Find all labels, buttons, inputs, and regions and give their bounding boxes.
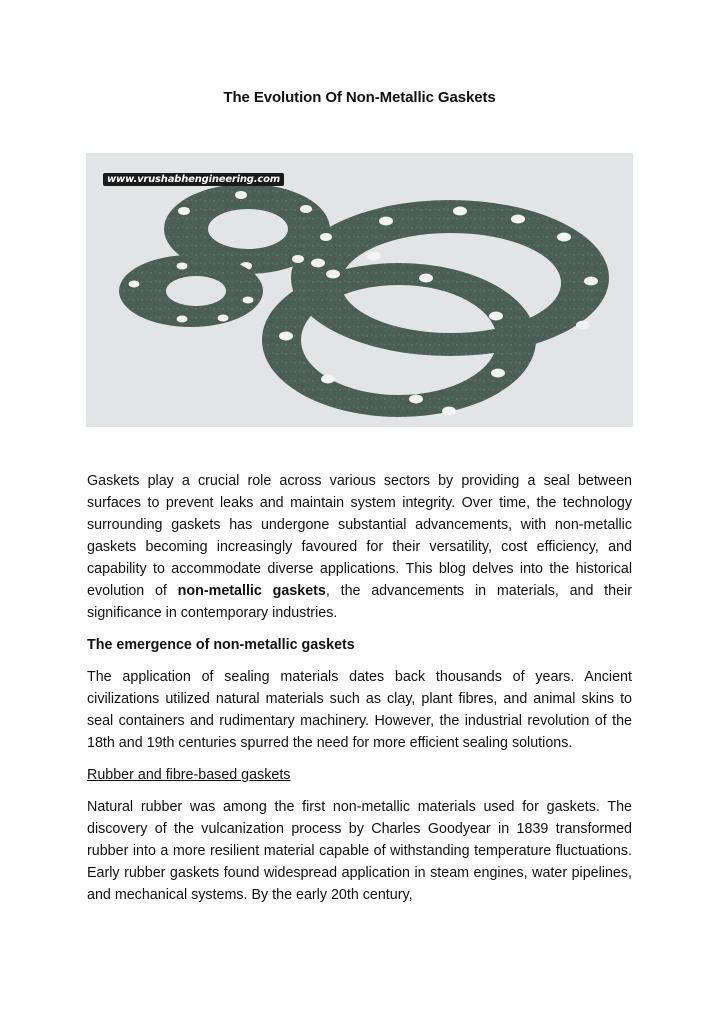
section-heading-rubber: Rubber and fibre-based gaskets — [87, 767, 291, 783]
document-title: The Evolution Of Non-Metallic Gaskets — [223, 89, 496, 106]
article-body — [87, 470, 632, 916]
section-heading-emergence: The emergence of non-metallic gaskets — [87, 637, 355, 653]
small-gasket — [119, 255, 263, 327]
intro-paragraph — [87, 470, 632, 624]
intro-text-start: Gaskets play a crucial role across various sectors by providing a seal between surfaces to prevent leaks and maintain system integrity. Over time, the technology surrounding gaskets has undergone substantial advancements, with non-metallic gaskets becoming increasingly favoured for their versatility, cost efficiency, and capability to accommodate diverse applications. This blog delves into the historical evolution of — [87, 473, 632, 599]
intro-text-end: , the advancements in materials, and their significance in contemporary industries. — [87, 583, 632, 621]
emergence-paragraph: The application of sealing materials dates back thousands of years. Ancient civilizations utilized natural materials such as clay, plant fibres, and animal skins to seal containers and rudimentary machinery. However, the industrial revolution of the 18th and 19th centuries spurred the need for more efficient sealing solutions. — [87, 669, 632, 751]
rubber-paragraph: Natural rubber was among the first non-metallic materials used for gaskets. The discovery of the vulcanization process by Charles Goodyear in 1839 transformed rubber into a more resilient material capable of withstanding temperature fluctuations. Early rubber gaskets found widespread application in steam engines, water pipelines, and mechanical systems. By the early 20th century, — [87, 799, 632, 903]
watermark-text: www.vrushabhengineering.com — [103, 173, 284, 186]
intro-bold-term: non-metallic gaskets — [177, 583, 326, 599]
gaskets-photo — [86, 153, 633, 427]
gaskets-illustration — [86, 153, 633, 427]
